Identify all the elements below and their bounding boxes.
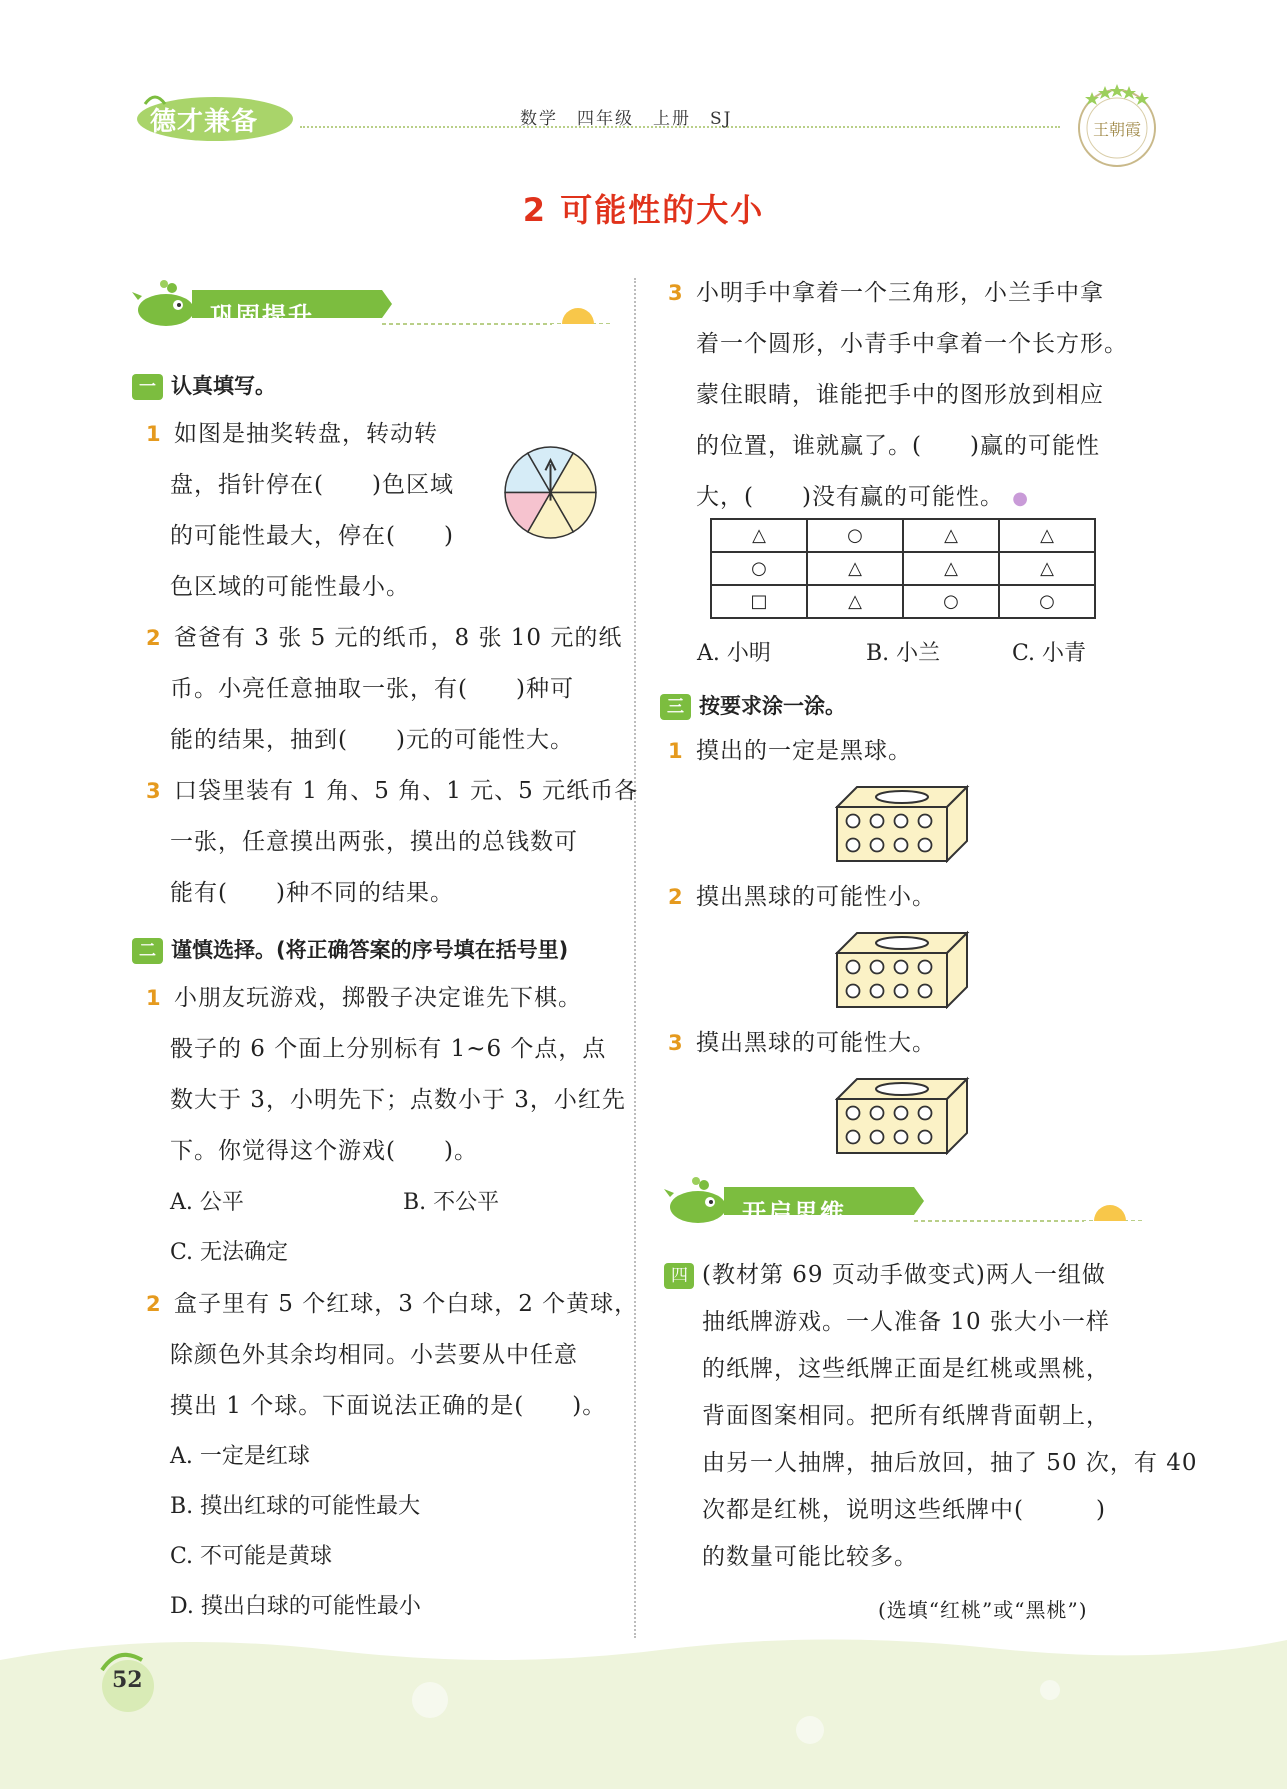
table-cell: ○ <box>711 552 807 585</box>
q2-line-3: 能的结果，抽到( )元的可能性大。 <box>170 727 574 753</box>
c2-line-1: 盒子里有 5 个红球，3 个白球，2 个黄球， <box>174 1291 639 1317</box>
p3-text: 摸出黑球的可能性大。 <box>696 1030 936 1056</box>
table-cell: ○ <box>999 585 1095 618</box>
table-cell: △ <box>807 552 903 585</box>
brand-text: 德才兼备 <box>150 107 259 137</box>
c1-line-1: 小朋友玩游戏，掷骰子决定谁先下棋。 <box>174 985 582 1011</box>
thinking-question <box>664 1252 1197 1581</box>
table-cell: △ <box>711 519 807 552</box>
rq3-line-4: 的位置，谁就赢了。( )赢的可能性 <box>696 433 1100 459</box>
p1-number: 1 <box>668 739 684 763</box>
ball-box-2-image <box>835 929 970 1009</box>
sec4-line-7: 的数量可能比较多。 <box>702 1544 918 1570</box>
page-title: 2 可能性的大小 <box>522 191 765 229</box>
q3-line-2: 一张，任意摸出两张，摸出的总钱数可 <box>170 829 578 855</box>
q1-number: 1 <box>146 422 162 446</box>
q3-line-3: 能有( )种不同的结果。 <box>170 880 454 906</box>
table-cell: △ <box>999 552 1095 585</box>
c1-option-a: A. 公平 <box>170 1190 244 1215</box>
paint-question-3 <box>668 1018 936 1069</box>
rq3-option-c: C. 小青 <box>1012 641 1087 666</box>
q2-line-2: 币。小亮任意抽取一张，有( )种可 <box>170 676 574 702</box>
rq3-option-a: A. 小明 <box>697 641 771 666</box>
table-cell: □ <box>711 585 807 618</box>
shape-table <box>710 518 1096 619</box>
table-cell: ○ <box>807 519 903 552</box>
table-cell: ○ <box>903 585 999 618</box>
paint-question-1 <box>668 726 912 777</box>
section-1-badge: 一 <box>132 374 163 400</box>
c1-line-4: 下。你觉得这个游戏( )。 <box>170 1138 478 1164</box>
c2-option-a: A. 一定是红球 <box>170 1444 310 1469</box>
c2-line-3: 摸出 1 个球。下面说法正确的是( )。 <box>170 1393 607 1419</box>
sec4-line-3: 的纸牌，这些纸牌正面是红桃或黑桃， <box>702 1356 1110 1382</box>
choice-question-2 <box>146 1279 638 1432</box>
c2-line-2: 除颜色外其余均相同。小芸要从中任意 <box>170 1342 578 1368</box>
svg-text:王朝霞: 王朝霞 <box>1092 120 1142 139</box>
q1-line-1: 如图是抽奖转盘，转动转 <box>174 421 438 447</box>
p1-text: 摸出的一定是黑球。 <box>696 738 912 764</box>
rq3-line-5: 大，( )没有赢的可能性。 <box>696 484 1004 510</box>
c2-number: 2 <box>146 1292 162 1316</box>
ball-box-3-image <box>835 1075 970 1155</box>
sec4-line-2: 抽纸牌游戏。一人准备 10 张大小一样 <box>702 1309 1110 1335</box>
q3-line-1: 口袋里装有 1 角、5 角、1 元、5 元纸币各 <box>174 778 639 804</box>
paint-question-2 <box>668 872 936 923</box>
shape-question <box>668 268 1128 524</box>
banner-thinking-label: 开启思维 <box>742 1199 846 1227</box>
q2-number: 2 <box>146 626 162 650</box>
section-2-badge: 二 <box>132 938 163 964</box>
q2-line-1: 爸爸有 3 张 5 元的纸币，8 张 10 元的纸 <box>174 625 623 651</box>
rq3-option-b: B. 小兰 <box>866 641 941 666</box>
p2-text: 摸出黑球的可能性小。 <box>696 884 936 910</box>
c2-options <box>170 1432 421 1632</box>
header-subject: 数学 四年级 上册 SJ <box>520 109 733 129</box>
section-3-title: 按要求涂一涂。 <box>699 694 846 718</box>
seal-logo <box>1072 80 1162 170</box>
c1-line-3: 数大于 3，小明先下；点数小于 3，小红先 <box>170 1087 626 1113</box>
section-4-badge: 四 <box>664 1263 694 1289</box>
table-row <box>711 519 1095 552</box>
c2-option-d: D. 摸出白球的可能性最小 <box>170 1594 421 1619</box>
banner-consolidate-label: 巩固提升 <box>210 302 314 330</box>
q1-line-3: 的可能性最大，停在( ) <box>170 523 454 549</box>
rq3-number: 3 <box>668 281 684 305</box>
c1-option-c: C. 无法确定 <box>170 1240 289 1265</box>
section-1-title: 认真填写。 <box>171 374 276 398</box>
fill-question-1 <box>146 409 454 613</box>
sec4-note: (选填“红桃”或“黑桃”) <box>878 1598 1088 1622</box>
q1-line-4: 色区域的可能性最小。 <box>170 574 410 600</box>
c1-line-2: 骰子的 6 个面上分别标有 1~6 个点，点 <box>170 1036 607 1062</box>
c2-option-b: B. 摸出红球的可能性最大 <box>170 1494 421 1519</box>
c2-option-c: C. 不可能是黄球 <box>170 1544 333 1569</box>
choice-question-1 <box>146 973 626 1177</box>
sec4-line-4: 背面图案相同。把所有纸牌背面朝上， <box>702 1403 1110 1429</box>
sec4-line-5: 由另一人抽牌，抽后放回，抽了 50 次，有 40 <box>702 1450 1198 1476</box>
fill-question-3 <box>146 766 638 919</box>
table-cell: △ <box>903 552 999 585</box>
ball-box-1-image <box>835 783 970 863</box>
rq3-line-2: 着一个圆形，小青手中拿着一个长方形。 <box>696 331 1128 357</box>
table-row <box>711 552 1095 585</box>
sec4-line-6: 次都是红桃，说明这些纸牌中( ) <box>702 1497 1106 1523</box>
column-divider <box>634 278 636 1638</box>
table-row <box>711 585 1095 618</box>
table-cell: △ <box>807 585 903 618</box>
p3-number: 3 <box>668 1031 684 1055</box>
footer-wave-decoration <box>0 1620 1287 1789</box>
q1-line-2: 盘，指针停在( )色区域 <box>170 472 454 498</box>
sec4-line-1: (教材第 69 页动手做变式)两人一组做 <box>702 1262 1106 1288</box>
banner-consolidate <box>132 278 612 330</box>
section-2-heading <box>132 934 568 964</box>
banner-thinking <box>664 1175 1144 1227</box>
section-2-title: 谨慎选择。(将正确答案的序号填在括号里) <box>171 938 569 962</box>
fill-question-2 <box>146 613 622 766</box>
c1-option-b: B. 不公平 <box>403 1190 500 1215</box>
spinner-wheel-image <box>498 440 603 545</box>
lightbulb-icon: ● <box>1012 488 1029 509</box>
section-3-heading <box>660 690 846 720</box>
rq3-line-1: 小明手中拿着一个三角形，小兰手中拿 <box>696 280 1104 306</box>
c1-number: 1 <box>146 986 162 1010</box>
rq3-line-3: 蒙住眼睛，谁能把手中的图形放到相应 <box>696 382 1104 408</box>
page-number: 52 <box>112 1667 143 1693</box>
q3-number: 3 <box>146 779 162 803</box>
p2-number: 2 <box>668 885 684 909</box>
section-3-badge: 三 <box>660 694 691 720</box>
section-1-heading <box>132 370 276 400</box>
table-cell: △ <box>999 519 1095 552</box>
table-cell: △ <box>903 519 999 552</box>
